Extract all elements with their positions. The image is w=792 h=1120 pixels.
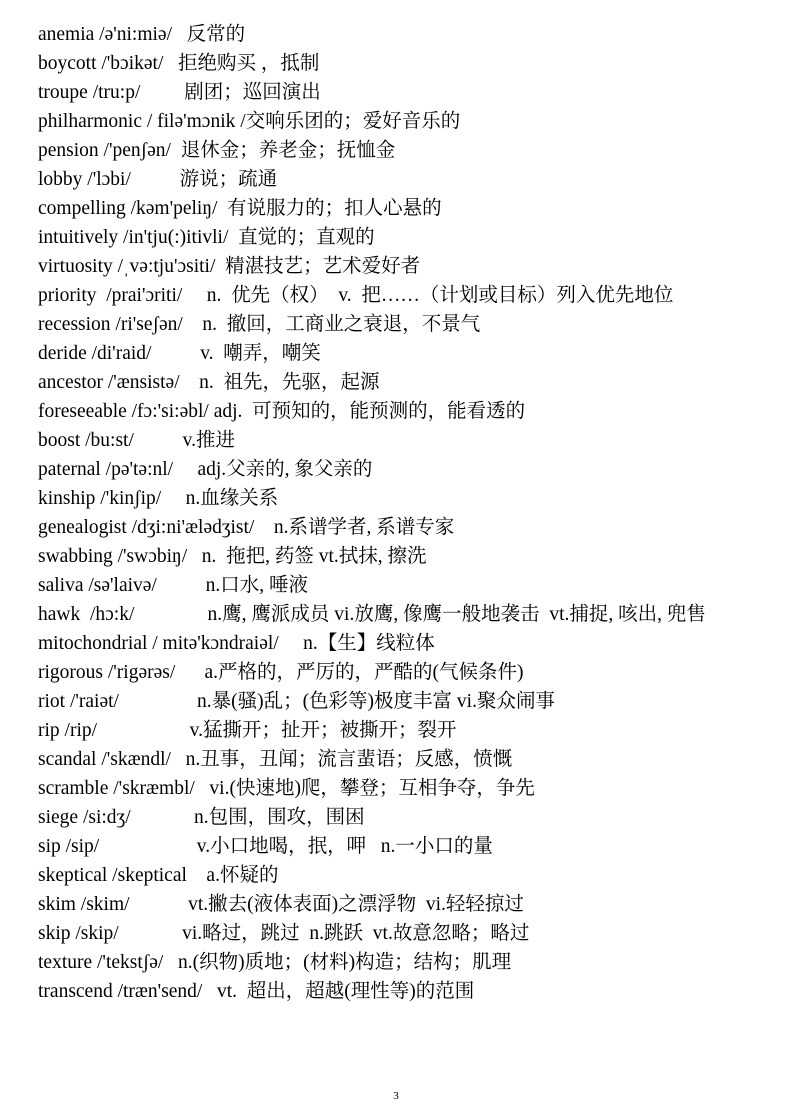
vocab-definition: a.严格的，严厉的，严酷的(气候条件) [175, 662, 524, 683]
vocab-entry [38, 223, 754, 252]
vocab-entry [38, 716, 754, 745]
vocab-definition: 剧团；巡回演出 [140, 82, 321, 103]
vocab-definition: adj.父亲的, 象父亲的 [173, 459, 373, 480]
vocab-definition: n. 祖先，先驱，起源 [179, 372, 380, 393]
vocab-entry [38, 368, 754, 397]
vocab-definition: 有说服力的；扣人心悬的 [217, 198, 442, 219]
vocab-entry [38, 49, 754, 78]
vocab-entry [38, 252, 754, 281]
vocab-definition: 退休金；养老金；抚恤金 [170, 140, 396, 161]
vocab-word: skim /skim/ [38, 894, 130, 915]
vocab-entry [38, 542, 754, 571]
vocab-entry [38, 281, 754, 310]
vocab-definition: adj. 可预知的，能预测的，能看透的 [208, 401, 526, 422]
vocab-word: lobby /'lɔbi/ [38, 169, 131, 190]
vocab-word: paternal /pə'tə:nl/ [38, 459, 174, 480]
vocab-entry [38, 484, 754, 513]
vocabulary-list [38, 20, 754, 1006]
vocab-word: kinship /'kinʃip/ [38, 488, 162, 509]
vocab-definition: n.【生】线粒体 [278, 633, 435, 654]
vocab-entry [38, 571, 754, 600]
vocab-entry [38, 78, 754, 107]
vocab-entry [38, 977, 754, 1006]
vocab-word: ancestor /'ænsistə/ [38, 372, 180, 393]
vocab-entry [38, 455, 754, 484]
vocab-word: saliva /sə'laivə/ [38, 575, 157, 596]
vocab-definition: n.鹰, 鹰派成员 vi.放鹰, 像鹰一般地袭击 vt.捕捉, 咳出, 兜售 [134, 604, 706, 625]
vocab-word: troupe /tru:p/ [38, 82, 141, 103]
vocab-word: skip /skip/ [38, 923, 119, 944]
vocab-word: genealogist /dʒi:ni'ælədʒist/ [38, 517, 255, 538]
vocab-word: transcend /træn'send/ [38, 981, 203, 1002]
vocab-definition: vt.撇去(液体表面)之漂浮物 vi.轻轻掠过 [129, 894, 524, 915]
vocab-entry [38, 339, 754, 368]
vocab-word: boost /bu:st/ [38, 430, 134, 451]
vocab-word: foreseeable /fɔ:'si:əbl/ [38, 401, 209, 422]
vocab-definition: n. 优先（权） v. 把……（计划或目标）列入优先地位 [182, 285, 674, 306]
vocab-entry [38, 310, 754, 339]
vocab-word: recession /ri'seʃən/ [38, 314, 183, 335]
vocab-word: deride /di'raid/ [38, 343, 152, 364]
vocab-entry [38, 136, 754, 165]
vocab-word: sip /sip/ [38, 836, 100, 857]
vocab-word: siege /si:dʒ/ [38, 807, 131, 828]
vocab-definition: v.推进 [133, 430, 236, 451]
vocab-definition: 交响乐团的；爱好音乐的 [245, 111, 461, 132]
vocab-definition: n.(织物)质地；(材料)构造；结构；肌理 [163, 952, 512, 973]
vocab-definition: n. 撤回，工商业之衰退，不景气 [182, 314, 481, 335]
vocab-entry [38, 832, 754, 861]
vocab-word: philharmonic / filə'mɔnik / [38, 111, 246, 132]
vocab-word: mitochondrial / mitə'kɔndraiəl/ [38, 633, 279, 654]
vocab-definition: n.暴(骚)乱；(色彩等)极度丰富 vi.聚众闹事 [118, 691, 555, 712]
vocab-definition: v.小口地喝，抿，呷 n.一小口的量 [99, 836, 493, 857]
vocab-definition: vi.(快速地)爬，攀登；互相争夺，争先 [194, 778, 535, 799]
vocab-definition: v.猛撕开；扯开；被撕开；裂开 [97, 720, 457, 741]
vocab-definition: 拒绝购买 ，抵制 [163, 53, 320, 74]
vocab-word: compelling /kəm'peliŋ/ [38, 198, 218, 219]
vocab-word: riot /'raiət/ [38, 691, 119, 712]
vocab-word: rip /rip/ [38, 720, 98, 741]
vocab-entry [38, 687, 754, 716]
vocab-definition: vt. 超出，超越(理性等)的范围 [202, 981, 475, 1002]
vocab-entry [38, 600, 754, 629]
vocab-entry [38, 948, 754, 977]
vocab-entry [38, 745, 754, 774]
vocab-entry [38, 20, 754, 49]
vocab-definition: 反常的 [172, 24, 246, 45]
vocab-entry [38, 629, 754, 658]
vocab-word: priority /prai'ɔriti/ [38, 285, 183, 306]
vocab-word: intuitively /in'tju(:)itivli/ [38, 227, 229, 248]
vocab-definition: n.血缘关系 [161, 488, 279, 509]
vocab-word: pension /'penʃən/ [38, 140, 171, 161]
vocab-entry [38, 861, 754, 890]
vocab-definition: n.口水, 唾液 [156, 575, 308, 596]
vocab-definition: n.包围，围攻，围困 [130, 807, 365, 828]
vocab-word: skeptical /skeptical [38, 865, 187, 886]
vocab-definition: 精湛技艺；艺术爱好者 [215, 256, 421, 277]
vocab-word: hawk /hɔ:k/ [38, 604, 135, 625]
vocab-word: swabbing /'swɔbiŋ/ [38, 546, 188, 567]
vocab-definition: 游说；疏通 [130, 169, 278, 190]
vocab-entry [38, 397, 754, 426]
vocab-entry [38, 919, 754, 948]
page-number: 3 [393, 1090, 399, 1102]
vocab-definition: n. 拖把, 药签 vt.拭抹, 擦洗 [187, 546, 427, 567]
vocab-word: boycott /'bɔikət/ [38, 53, 164, 74]
vocab-word: texture /'tekstʃə/ [38, 952, 164, 973]
vocab-definition: a.怀疑的 [186, 865, 279, 886]
vocab-entry [38, 890, 754, 919]
vocab-entry [38, 803, 754, 832]
vocab-entry [38, 426, 754, 455]
vocab-entry [38, 658, 754, 687]
vocab-definition: vi.略过，跳过 n.跳跃 vt.故意忽略；略过 [118, 923, 530, 944]
vocab-word: rigorous /'rigərəs/ [38, 662, 176, 683]
vocab-entry [38, 774, 754, 803]
vocab-entry [38, 107, 754, 136]
vocab-word: scandal /'skændl/ [38, 749, 171, 770]
vocab-entry [38, 194, 754, 223]
vocab-definition: 直觉的；直观的 [228, 227, 375, 248]
vocab-word: scramble /'skræmbl/ [38, 778, 195, 799]
vocab-entry [38, 513, 754, 542]
vocab-entry [38, 165, 754, 194]
vocab-definition: n.系谱学者, 系谱专家 [254, 517, 455, 538]
vocab-word: anemia /ə'ni:miə/ [38, 24, 173, 45]
vocab-definition: n.丑事，丑闻；流言蜚语；反感，愤慨 [170, 749, 513, 770]
vocab-definition: v. 嘲弄，嘲笑 [151, 343, 321, 364]
vocab-word: virtuosity /ˌvə:tju'ɔsiti/ [38, 256, 216, 277]
